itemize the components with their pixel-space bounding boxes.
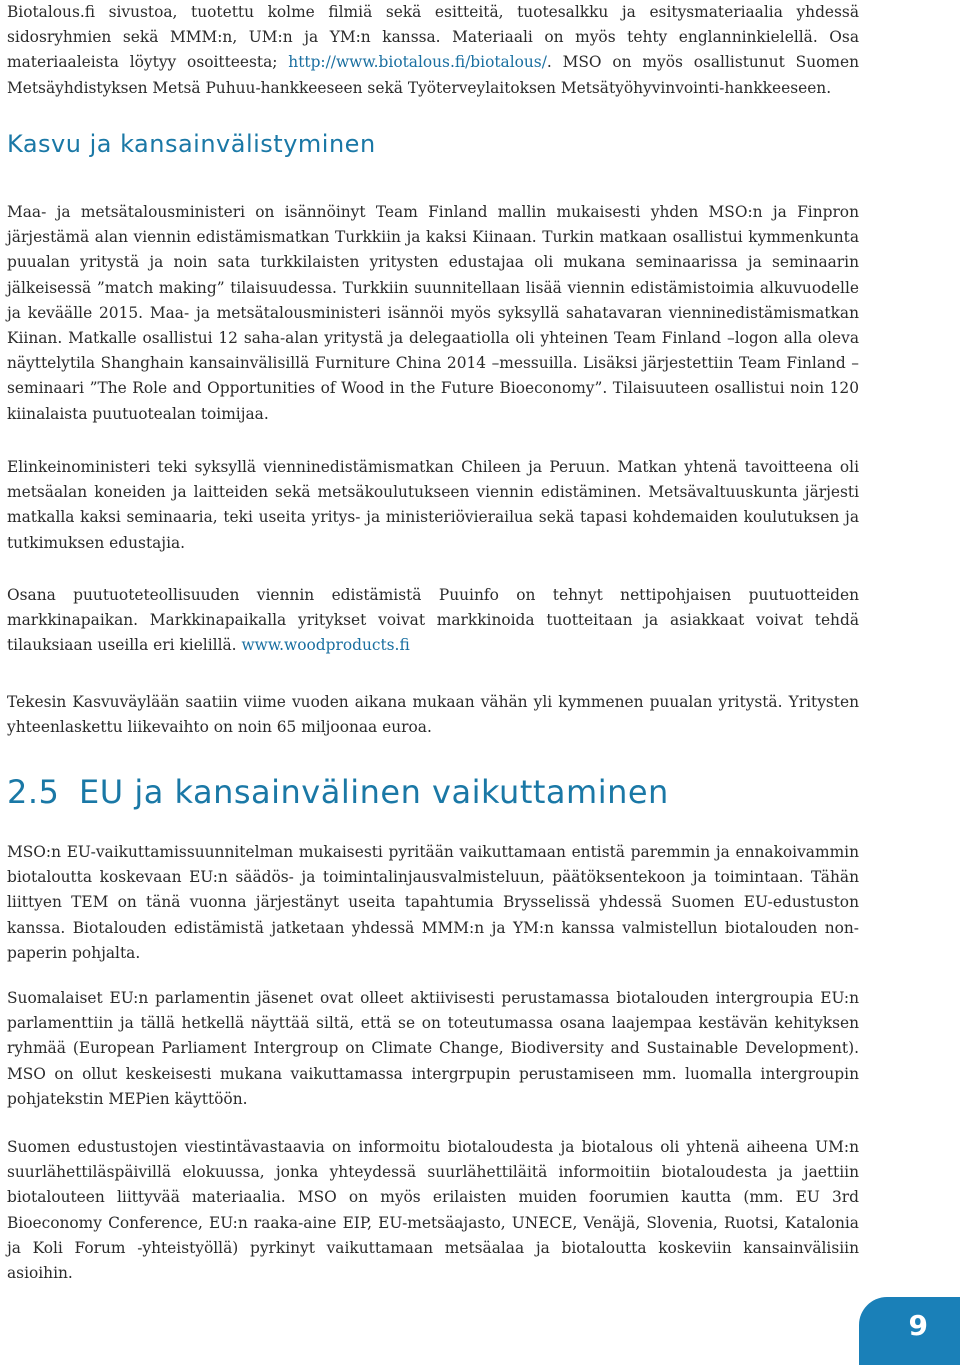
intro-paragraph [7, 0, 859, 101]
section-paragraph-3-text: Osana puutuoteteollisuuden viennin edistämistä Puuinfo on tehnyt nettipohjaisen puutuotteiden markkinapaikan. Markkinapaikalla yritykset voivat markkinoida tuotteitaan ja asiakkaat voivat tehdä tilauksiaan useilla eri kielillä. [7, 586, 859, 655]
chapter-paragraph-1-block [7, 840, 859, 966]
intro-text-before: Biotalous.fi sivustoa, tuotettu kolme filmiä sekä esitteitä, tuotesalkku ja esitysmateriaalia yhdessä sidosryhmien sekä MMM:n, UM:n ja YM:n kanssa. Materiaali on myös tehty englanninkielellä. Osa materiaaleista löytyy osoitteesta; [7, 3, 859, 72]
section-paragraph-4-block [7, 690, 859, 740]
section-paragraph-3 [7, 583, 859, 659]
biotalous-link[interactable]: http://www.biotalous.fi/biotalous/ [288, 53, 547, 72]
chapter-paragraph-2-block [7, 986, 859, 1112]
chapter-paragraph-3: Suomen edustustojen viestintävastaavia on informoitu biotaloudesta ja biotalous oli yhtenä aiheena UM:n suurlähettiläspäivillä elokuussa, jonka yhteydessä suurlähettiläitä informoitiin biotaloudesta ja jaettiin biotalouteen liittyvää materiaalia. MSO on myös erilaisten muiden foorumien kautta (mm. EU 3rd Bioeconomy Conference, EU:n raaka-aine EIP, EU-metsäajasto, UNECE, Venäjä, Slovenia, Ruotsi, Katalonia ja Koli Forum -yhteistyöllä) pyrkinyt vaikuttamaan metsäalaa ja biotaloutta koskeviin kansainvälisiin asioihin. [7, 1138, 859, 1283]
section-paragraph-1-block [7, 200, 859, 427]
chapter-title: EU ja kansainvälinen vaikuttaminen [79, 773, 669, 811]
page-number: 9 [908, 1309, 928, 1342]
section-paragraph-2-block [7, 455, 859, 556]
section-paragraph-1: Maa- ja metsätalousministeri on isännöinyt Team Finland mallin mukaisesti yhden MSO:n ja Finpron järjestämä alan viennin edistämismatkan Turkkiin ja kaksi Kiinaan. Turkin matkaan osallistui kymmenkunta puualan yritystä ja noin sata turkkilaisten yritysten edustajaa oli mukana seminaarissa ja seminaarin jälkeisessä ”match making” tilaisuudessa. Turkkiin suunnitellaan lisää viennin edistämistoimia alkuvuodelle ja keväälle 2015. Maa- ja metsätalousministeri isännöi myös syksyllä sahatavaran vienninedistämismatkan Kiinan. Matkalle osallistui 12 saha-alan yritystä ja delegaatiolla oli yhteinen Team Finland –logon alla oleva näyttelytila Shanghain kansainvälisillä Furniture China 2014 –messuilla. Lisäksi järjestettiin Team Finland –seminaari ”The Role and Opportunities of Wood in the Future Bioeconomy”. Tilaisuuteen osallistui noin 120 kiinalaista puutuotealan toimijaa. [7, 203, 859, 423]
chapter-heading [7, 773, 669, 811]
page-number-badge [859, 1297, 960, 1365]
chapter-paragraph-2: Suomalaiset EU:n parlamentin jäsenet ovat olleet aktiivisesti perustamassa biotalouden intergroupia EU:n parlamenttiin ja tällä hetkellä näyttää siltä, että se on toteutumassa osana laajempaa kestävän kehityksen ryhmää (European Parliament Intergroup on Climate Change, Biodiversity and Sustainable Development). MSO on ollut keskeisesti mukana vaikuttamassa intergrpupin perustamiseen mm. luomalla intergroupin pohjatekstin MEPien käyttöön. [7, 989, 859, 1108]
intro-paragraph-block [7, 0, 859, 101]
section-paragraph-3-block [7, 583, 859, 659]
chapter-paragraph-1: MSO:n EU-vaikuttamissuunnitelman mukaisesti pyritään vaikuttamaan entistä paremmin ja ennakoivammin biotaloutta koskevaan EU:n säädös- ja toimintalinjausvalmisteluun, päätöksentekoon ja toimintaan. Tähän liittyen TEM on tänä vuonna järjestänyt useita tapahtumia Brysselissä yhdessä Suomen EU-edustuston kanssa. Biotalouden edistämistä jatketaan yhdessä MMM:n ja YM:n kanssa valmistellun biotalouden non-paperin pohjalta. [7, 843, 859, 962]
woodproducts-link[interactable]: www.woodproducts.fi [241, 636, 410, 655]
section-heading: Kasvu ja kansainvälistyminen [7, 130, 376, 158]
chapter-paragraph-3-block [7, 1135, 859, 1286]
intro-text-after: . MSO on myös osallistunut Suomen Metsäyhdistyksen Metsä Puhuu-hankkeeseen sekä Työterveylaitoksen Metsätyöhyvinvointi-hankkeeseen. [7, 53, 859, 97]
section-paragraph-2: Elinkeinoministeri teki syksyllä vienninedistämismatkan Chileen ja Peruun. Matkan yhtenä tavoitteena oli metsäalan koneiden ja laitteiden sekä metsäkoulutukseen viennin edistäminen. Metsävaltuuskunta järjesti matkalla kaksi seminaaria, teki useita yritys- ja ministeriövierailua sekä tapasi kohdemaiden koulutuksen ja tutkimuksen edustajia. [7, 458, 859, 552]
chapter-number: 2.5 [7, 773, 60, 811]
section-paragraph-4: Tekesin Kasvuväylään saatiin viime vuoden aikana mukaan vähän yli kymmenen puualan yritystä. Yritysten yhteenlaskettu liikevaihto on noin 65 miljoonaa euroa. [7, 693, 859, 737]
